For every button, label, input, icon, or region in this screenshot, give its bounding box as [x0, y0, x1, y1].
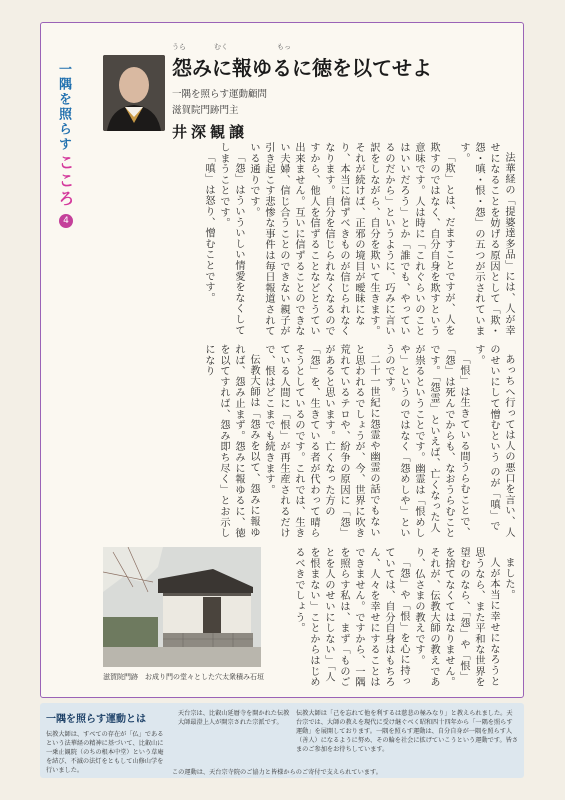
paragraph: 法華経の「提婆達多品」には、人が幸せになることを妨げる原因として「欺・怨・嗔・恨・怨」の五つが示されています。: [458, 142, 514, 337]
body-column-3: [268, 547, 516, 692]
paragraph: 「怨」はういういしい情愛をなくしてしまうことです。: [218, 142, 244, 336]
paragraph: 「欺」とは、だますことですが、人を欺すのではなく、自分自身を欺すという意味です。人は時に「これぐらいのことはいいだろう」とか「誰でも、やっているのだから」というように、巧みに言い訳をしながら、自分を欺いて生きます。それが続けば、正邪の境目が曖昧になり、本当に信ずべきものが信じられなくなります。自分を信じられなくなるのですから、他人を信ずることなどとうてい出来ません。互いに信ずることのできない夫婦、信じ合うことのできない親子が引き起こす悲惨な事件は毎日報道されている通りです。: [248, 142, 454, 337]
author-role-1: 一隅を照らす運動顧問: [172, 89, 268, 100]
info-footer: この運動は、天台宗寺院のご協力と皆様からのご寄付で支えられています。: [172, 769, 382, 776]
article-title: 怨みに報ゆるに徳を以てせよ: [172, 56, 432, 80]
paragraph: 人が本当に幸せになろうと思うなら、また平和な世界を望むのなら、「怨」や「恨」を捨てなくてはなりません。それが、伝教大師の教えであり、仏さまの教えです。: [413, 547, 499, 688]
paragraph: 二十一世紀に怨霊や幽霊の話でもないと思われるでしょうが、今、世界に吹き荒れているテロや、紛争の原因に「怨」があると思います。亡くなった方の「怨」を、生きている者が代わって晴らそうとしているのです。これでは、生きている人間に「恨」が再生産されるだけで、恨はどこまでも続きます。: [263, 344, 379, 539]
series-sidebar: [54, 62, 78, 422]
paragraph: 「嗔」は怒り、憎むことです。: [203, 152, 214, 304]
info-label: 一隅を照らす運動とは: [46, 714, 146, 725]
author-name: 井深観譲: [172, 123, 249, 141]
paragraph: 「恨」は生きている間うらむことで、「怨」は死んでからも、なおうらむことです。「怨霊」といえば、亡くなった人が祟るということです。幽霊は「恨めしや」というのではなく「怨めしや」というのです。: [383, 344, 469, 539]
title-ruby: うら むく もっ: [172, 43, 291, 51]
author-role-2: 滋賀院門跡門主: [172, 105, 239, 116]
paragraph: ました。: [503, 557, 514, 601]
series-title: 一隅を照らす: [56, 62, 71, 152]
temple-gate-photo: [103, 547, 261, 667]
photo-caption: 滋賀院門跡 お成り門の堂々とした穴太衆積み石垣: [103, 673, 264, 681]
author-portrait: [103, 55, 165, 131]
series-subtitle: こころ: [56, 154, 75, 208]
paragraph: 「怨」や「恨」を心に持っていては、自分自身はもちろん、人々を幸せにすることはできません。ですから、一隅を照らす私は、まず「ものごとを人のせいにしない」「人を恨まない」ことからはじめるべきでしょう。: [293, 547, 409, 688]
paragraph: あっちへ行っては人の悪口を言い、人のせいにして憎むという のが「嗔」です。: [473, 344, 514, 538]
body-column-1: [98, 142, 516, 338]
info-left-text: 伝教大師は、すべての存在が「仏」であるという法華経の精神に基づいて、比叡山に一乗止観院（のちの根本中堂）という草庵を結び、不滅の法灯をともして山修山学を行いました。: [46, 731, 164, 774]
info-right-text: 伝教大師は「己を忘れて他を利するは慈悲の極みなり」と教えられました。天台宗では、大師の教えを現代に受け継ぐべく昭和四十四年から「一隅を照らす運動」を展開しております。一隅を照らす運動は、自分自身が一隅を照らす人（善人）になるように努め、その輪を社会に拡げていこうという運動です。皆さまのご参加をお待ちしています。: [296, 710, 519, 753]
issue-number-badge: 4: [59, 214, 73, 228]
body-column-2: [98, 344, 516, 540]
info-middle-text: 天台宗は、比叡山延暦寺を開かれた伝教大師最澄上人が開宗された宗派です。: [178, 710, 290, 726]
paragraph: 伝教大師は「怨みを以て、怨みに報ゆれば、怨み止まず。怨みに報ゆるに、徳を以てすれば、怨み即ち尽く」とお示しになり: [203, 344, 259, 539]
